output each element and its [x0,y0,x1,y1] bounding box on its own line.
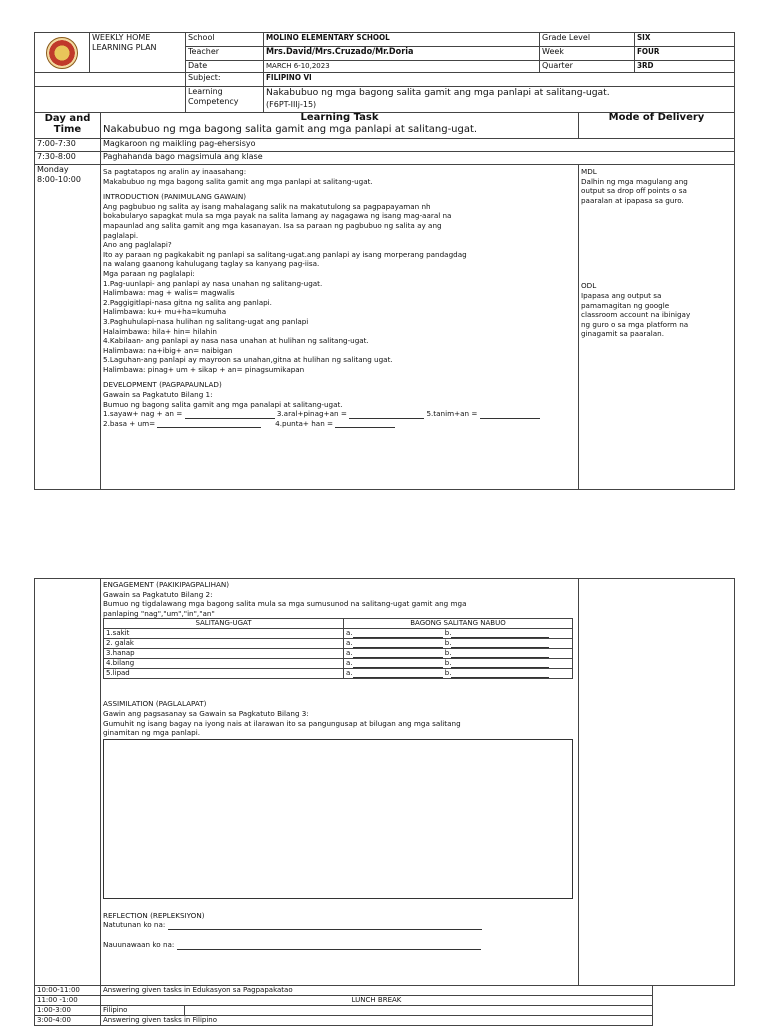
monday-day: Monday [37,165,69,174]
week-label: Week [540,47,635,61]
monday-line: paglalapi. [103,230,139,240]
mdl-line: output sa drop off points o sa [581,186,687,196]
engagement-text: Bumuo ng tigdalawang mga bagong salita mula sa mga sumusunod na salitang-ugat gamit ang mga [103,599,467,609]
monday-line: 5.Laguhan-ang panlapi ay mayroon sa unahan,gitna at hulihan ng salitang ugat. [103,355,393,365]
row-task: Answering given tasks in Filipino [101,1016,653,1026]
monday-task [101,165,579,490]
assimilation-text: Gawin ang pagsasanay sa Gawain sa Pagkatuto Bilang 3: [103,708,309,718]
mdl-line: Dalhin ng mga magulang ang [581,176,688,186]
lunch-break: LUNCH BREAK [101,996,653,1006]
page-2 [34,578,734,1026]
answer-cell[interactable]: a. b. [344,629,573,639]
row2-time: 7:30-8:00 [35,152,101,165]
school-seal-icon [46,37,78,69]
dev-item-4: 4.punta+ han = [275,418,334,428]
odl-line: classroom account na ibinigay [581,310,691,320]
date-label: Date [186,61,264,73]
competency-label-1: Learning [188,87,223,96]
table-row [104,649,573,659]
monday-line: Ano ang paglalapi? [103,240,172,250]
mdl-title: MDL [581,167,597,176]
competency-label-2: Competency [188,97,239,106]
root-word: 1.sakit [104,629,344,639]
logo-cell [35,33,90,73]
reflection-blank-2[interactable] [177,942,481,950]
engagement-cell [101,579,579,986]
odl-line: Ipapasa ang output sa [581,290,662,300]
plan-title-2: LEARNING PLAN [92,43,157,52]
dev-item-3: 3.aral+pinag+an = [276,409,347,419]
page2-table [34,578,735,986]
assimilation-title: ASSIMILATION (PAGLALAPAT) [103,699,207,709]
monday-line: Halimbawa: mag + walis= magwalis [103,288,235,298]
root-word: 3.hanap [104,649,344,659]
monday-line: Bumuo ng bagong salita gamit ang mga panalapi at salitang-ugat. [103,399,343,409]
date-value: MARCH 6-10,2023 [264,61,540,73]
answer-cell[interactable]: a. b. [344,639,573,649]
subject-value: FILIPINO VI [264,73,735,87]
monday-line: 1.Pag-uunlapi- ang panlapi ay nasa unahan ng salitang-ugat. [103,278,323,288]
monday-line: Gawain sa Pagkatuto Bilang 1: [103,390,213,400]
assimilation-text: Gumuhit ng isang bagay na iyong nais at ilarawan ito sa pangungusap at bilugan ang mga salitang [103,718,461,728]
header-root: SALITANG-UGAT [104,619,344,629]
reflection-line-2: Nauunawaan ko na: [103,940,576,950]
drawing-box[interactable] [103,739,573,899]
monday-lines [103,167,576,409]
row2-task: Paghahanda bago magsimula ang klase [101,152,735,165]
dev-item-row-2 [103,419,576,429]
odl-line: ng guro o sa mga platform na [581,319,689,329]
table-row [104,659,573,669]
afternoon-table [34,985,735,1026]
grade-value: SIX [635,33,735,47]
odl-line: ginagamit sa paaralan. [581,329,664,339]
dev-item-1: 1.sayaw+ nag + an = [103,409,183,419]
row-time: 10:00-11:00 [35,986,101,996]
odl-title: ODL [581,281,597,291]
col-mode: Mode of Delivery [579,113,735,139]
competency-text: Nakabubuo ng mga bagong salita gamit ang mga panlapi at salitang-ugat. [266,87,610,98]
monday-line: 3.Paghuhulapi-nasa hulihan ng salitang-ugat ang panlapi [103,316,309,326]
teacher-name: Mrs.David/Mrs.Cruzado/Mr.Doria [264,47,540,61]
col-task: Learning Task [300,112,379,123]
root-word: 4.bilang [104,659,344,669]
monday-line: INTRODUCTION (PANIMULANG GAWAIN) [103,192,247,202]
row-task: Answering given tasks in Edukasyon sa Pagpapakatao [101,986,653,996]
header-new-word: BAGONG SALITANG NABUO [344,619,573,629]
monday-line: DEVELOPMENT (PAGPAPAUNLAD) [103,380,222,390]
row-task: Filipino [101,1006,185,1016]
plan-title-1: WEEKLY HOME [92,33,151,42]
engagement-text: Gawain sa Pagkatuto Bilang 2: [103,589,213,599]
monday-line: 2.Paggigitlapi-nasa gitna ng salita ang panlapi. [103,297,272,307]
plan-table [34,112,735,490]
competency-code: (F6PT-IIIj-15) [266,100,317,109]
root-word: 2. galak [104,639,344,649]
mode-cell [579,165,735,490]
quarter-label: Quarter [540,61,635,73]
monday-line: na walang gaanong kahulugang taglay sa kanyang pag-iisa. [103,259,320,269]
row-time: 1:00-3:00 [35,1006,101,1016]
monday-line: Makabubuo ng mga bagong salita gamit ang mga panlapi at salitang-ugat. [103,176,373,186]
monday-line: Mga paraan ng paglalapi: [103,268,195,278]
monday-line: Halaimbawa: hila+ hin= hilahin [103,326,217,336]
mdl-line: paaralan at ipapasa sa guro. [581,195,684,205]
monday-time: 8:00-10:00 [37,175,81,184]
subject-label: Subject: [186,73,264,87]
engagement-title: ENGAGEMENT (PAKIKIPAGPALIHAN) [103,580,230,589]
row1-time: 7:00-7:30 [35,139,101,152]
row-time: 3:00-4:00 [35,1016,101,1026]
answer-cell[interactable]: a. b. [344,649,573,659]
school-label: School [186,33,264,47]
week-value: FOUR [635,47,735,61]
quarter-value: 3RD [635,61,735,73]
table-row [104,629,573,639]
col-day: Day and [44,113,91,124]
dev-item-5: 5.tanim+an = [426,409,478,419]
table-row [104,669,573,679]
col-time: Time [53,124,82,135]
answer-cell[interactable]: a. b. [344,669,573,679]
school-name: MOLINO ELEMENTARY SCHOOL [264,33,540,47]
root-word: 5.lipad [104,669,344,679]
row1-task: Magkaroon ng maikling pag-ehersisyo [101,139,735,152]
monday-line: bokabularyo sapagkat mula sa mga payak na salita lamang ay nagagawa ng isang mag-aaral na [103,211,452,221]
monday-line: Halimbawa: na+ibig+ an= naibigan [103,345,233,355]
engagement-text: panlaping "nag","um","in","an" [103,608,215,618]
monday-line: Halimbawa: ku+ mu+ha=kumuha [103,307,227,317]
task-title: Nakabubuo ng mga bagong salita gamit ang mga panlapi at salitang-ugat. [103,124,478,135]
monday-line: Ang pagbubuo ng salita ay isang mahalagang salik na makatutulong sa pagpapayaman nh [103,201,431,211]
assimilation-text: ginamitan ng mga panlapi. [103,728,201,738]
dev-item-row-1 [103,409,576,419]
monday-line: Sa pagtatapos ng aralin ay inaasahang: [103,167,247,176]
table-row [104,639,573,649]
monday-line: Ito ay paraan ng pagkakabit ng panlapi sa salitang-ugat.ang panlapi ay isang morperang pandagdag [103,249,467,259]
reflection-blank-1[interactable] [168,922,482,930]
teacher-label: Teacher [186,47,264,61]
answer-cell[interactable]: a. b. [344,659,573,669]
monday-line: Halimbawa: pinag+ um + sikap + an= pinagsumikapan [103,364,305,374]
monday-line: mapaunlad ang salita gamit ang mga kasanayan. Isa sa paraan ng pagbubuo ng salita ay ang [103,220,442,230]
row-time: 11:00 -1:00 [35,996,101,1006]
monday-line: 4.Kabilaan- ang panlapi ay nasa nasa unahan at hulihan ng salitang-ugat. [103,336,369,346]
grade-label: Grade Level [540,33,635,47]
header-table [34,32,735,113]
reflection-title: REFLECTION (REPLEKSIYON) [103,910,205,920]
odl-line: pamamagitan ng google [581,300,670,310]
dev-item-2: 2.basa + um= [103,418,156,428]
page-1 [34,32,734,490]
engagement-table [103,618,573,679]
reflection-line-1: Natutunan ko na: [103,920,576,930]
